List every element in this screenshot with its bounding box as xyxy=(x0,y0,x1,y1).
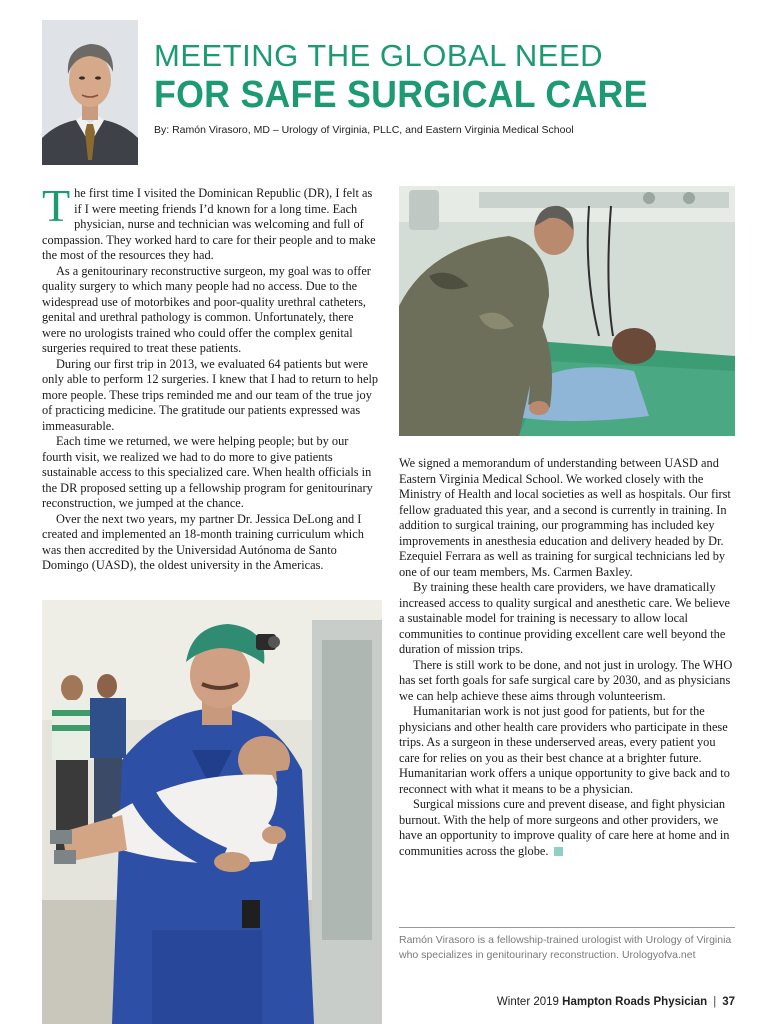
paragraph: As a genitourinary reconstructive surgeon, my goal was to offer quality surgery to which many people had no access. Due to the widespread use of motorbikes and poor-quality urethral catheters, genital and urethral pathology is common. Unfortunately, there were no urologists trained who could offer the complex genital surgeries required to treat these patients. xyxy=(42,263,371,355)
bedside-photo xyxy=(399,186,735,436)
paragraph: By training these health care providers, we have dramatically increased access to quality surgical and anesthetic care. We believe a sustainable model for training is necessary to allow local communities to continue providing excellent care well beyond the duration of mission trips. xyxy=(399,580,730,656)
surgeon-child-scene-illustration xyxy=(42,600,382,1024)
left-text-column xyxy=(42,180,380,574)
paragraph-text: he first time I visited the Dominican Republic (DR), I felt as if I were meeting friends I’d known for a long time. Each physician, nurse and technician was welcoming and full of compassion. They worked hard to care for their people and to make the most of the resources they had. xyxy=(42,186,376,262)
author-bio-caption: Ramón Virasoro is a fellowship-trained urologist with Urology of Virginia who specializes in genitourinary reconstruction. Urologyofva.net xyxy=(399,934,732,961)
paragraph: During our first trip in 2013, we evaluated 64 patients but were only able to perform 12 surgeries. I knew that I had to return to help more people. These trips reminded me and our team of the true joy of practicing medicine. The gratitude our patients expressed was immeasurable. xyxy=(42,356,379,433)
paragraph: Humanitarian work is not just good for patients, but for the physicians and other health care providers who participate in these trips. As a surgeon in these underserved areas, every patient you care for relies on you as their best chance at a brighter future. Humanitarian work offers a unique opportunity to give back and to reconnect with what it means to be a physician. xyxy=(399,704,730,796)
footer-publication: Hampton Roads Physician xyxy=(562,996,708,1008)
paragraph: We signed a memorandum of understanding between UASD and Eastern Virginia Medical School. We worked closely with the Ministry of Health and local societies as well as hospitals. Our first fellow graduated this year, and a second is currently in training. In addition to surgical training, our programming has included key improvements in anesthesia education and delivery headed by Dr. Ezequiel Ferrara as well as training for surgical technicians led by one of our team members, Ms. Carmen Baxley. xyxy=(399,456,731,579)
author-portrait-illustration xyxy=(42,20,138,165)
article-byline: By: Ramón Virasoro, MD – Urology of Virginia, PLLC, and Eastern Virginia Medical School xyxy=(154,124,574,136)
surgeon-carrying-child-photo xyxy=(42,600,382,1024)
article-end-mark xyxy=(554,847,563,856)
paragraph xyxy=(42,180,380,264)
right-text-column xyxy=(399,456,735,859)
paragraph: Each time we returned, we were helping people; but by our fourth visit, we realized we had to do more to give patients sustainable access to this specialized care. When health officials in the DR proposed setting up a fellowship program for genitourinary reconstruction, we jumped at the chance. xyxy=(42,434,373,510)
paragraph xyxy=(399,797,735,859)
article-title-line-1: MEETING THE GLOBAL NEED xyxy=(154,38,604,73)
paragraph-text: Surgical missions cure and prevent disease, and fight physician burnout. With the help of more surgeons and other providers, we have an opportunity to improve quality of care here at home and in communities across the globe. xyxy=(399,797,730,858)
page-footer xyxy=(497,996,735,1008)
paragraph: Over the next two years, my partner Dr. Jessica DeLong and I created and implemented an 18-month training curriculum which was then accredited by the Universidad Autónoma de Santo Domingo (UASD), the oldest university in the Americas. xyxy=(42,511,364,572)
footer-separator: | xyxy=(713,996,717,1008)
page-number: 37 xyxy=(722,996,735,1008)
bedside-scene-illustration xyxy=(399,186,735,436)
author-photo xyxy=(42,20,138,165)
paragraph: There is still work to be done, and not just in urology. The WHO has set forth goals for safe surgical care by 2030, and as physicians we can help achieve these aims through volunteerism. xyxy=(399,657,733,703)
drop-cap: T xyxy=(42,180,71,231)
footer-issue: Winter 2019 xyxy=(496,996,559,1008)
caption-divider xyxy=(399,927,735,928)
article-title-line-2: FOR SAFE SURGICAL CARE xyxy=(154,74,648,116)
